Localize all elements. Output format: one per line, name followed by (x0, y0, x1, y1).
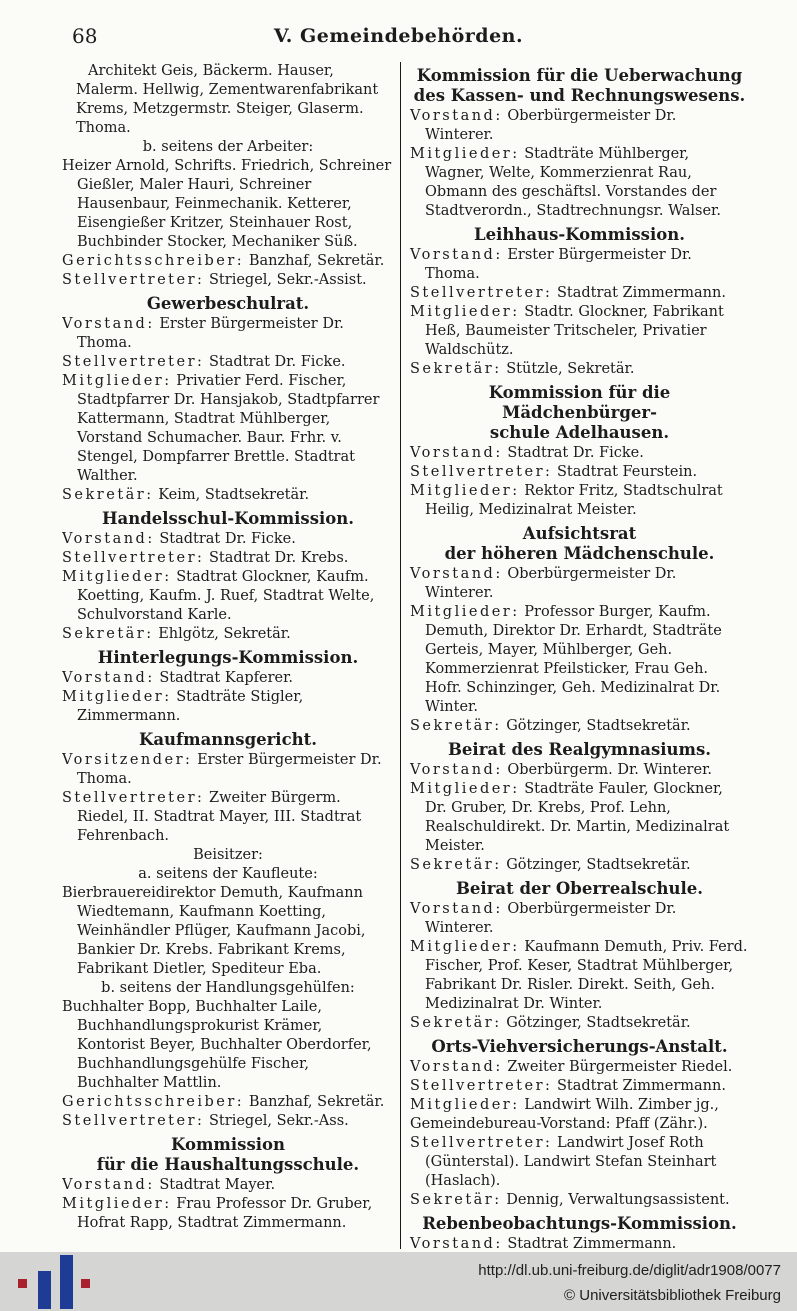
entry-text: Oberbürgermeister Dr. Winterer. (425, 566, 677, 601)
entry (410, 938, 749, 1014)
entry-label: Stellvertreter: (62, 1113, 205, 1129)
entry-label: Vorstand: (410, 445, 503, 461)
entry-label: Vorstand: (410, 1236, 503, 1249)
entry (62, 789, 394, 846)
entry-label: Stellvertreter: (410, 1078, 553, 1094)
entry-text: Stadtr. Glockner, Fabrikant Heß, Baumeister Tritscheler, Privatier Waldschütz. (425, 304, 724, 358)
entry-text: Zweiter Bürgermeister Riedel. (507, 1059, 733, 1075)
section-heading-line: der höheren Mädchenschule. (444, 544, 715, 563)
entry-text: Stadtrat Glockner, Kaufm. Koetting, Kaufm. J. Ruef, Stadtrat Welte, Schulvorstand Karle. (77, 569, 375, 623)
entry (62, 751, 394, 789)
entry (410, 482, 749, 520)
footer-text (478, 1258, 781, 1308)
entry-text: Erster Bürgermeister Dr. Thoma. (77, 316, 344, 351)
library-logo (18, 1255, 108, 1309)
entry-text: Privatier Ferd. Fischer, Stadtpfarrer Dr. Hansjakob, Stadtpfarrer Kattermann, Stadtrat Mühlberger, Vorstand Schumacher. Baur. Frhr. v. Stengel, Dompfarrer Brettle. Stadtrat Walther. (77, 373, 380, 484)
entry-label: Vorstand: (410, 901, 503, 917)
section-heading (410, 879, 749, 899)
entry-text: Banzhaf, Sekretär. (248, 1094, 385, 1110)
entry-label: Mitglieder: (410, 939, 520, 955)
entry-text: Keim, Stadtsekretär. (158, 487, 310, 503)
footer-bar (0, 1252, 797, 1311)
entry-label: Vorstand: (62, 531, 155, 547)
entry (62, 549, 394, 568)
entry-text: Stadträte Mühlberger, Wagner, Welte, Kommerzienrat Rau, Obmann des geschäftsl. Vorstandes der Stadtverordn., Stadtrechnungsr. Walser. (425, 146, 722, 219)
section-heading-line: des Kassen- und Rechnungswesens. (413, 86, 746, 105)
entry-text: Stadtrat Mayer. (159, 1177, 276, 1193)
section-heading-line: Kommission für die Ueberwachung (416, 66, 743, 85)
entry (410, 145, 749, 221)
section-heading-line: Kaufmannsgericht. (139, 730, 317, 749)
section-heading (62, 509, 394, 529)
entry-text: Stadtrat Feurstein. (557, 464, 698, 480)
entry-text: Oberbürgerm. Dr. Winterer. (507, 762, 713, 778)
entry-text: Ehlgötz, Sekretär. (158, 626, 291, 642)
entry-label: Gerichtsschreiber: (62, 253, 245, 269)
section-heading-line: Rebenbeobachtungs-Kommission. (422, 1214, 737, 1233)
entry (62, 271, 394, 290)
entry (62, 486, 394, 505)
entry (410, 444, 749, 463)
entry-text: Stadtrat Kapferer. (159, 670, 294, 686)
entry-text: Banzhaf, Sekretär. (248, 253, 385, 269)
entry-text: Stadtrat Zimmermann. (557, 1078, 726, 1094)
entry-text: Stützle, Sekretär. (506, 361, 635, 377)
section-heading-line: für die Haushaltungsschule. (96, 1155, 360, 1174)
entry-label: Stellvertreter: (410, 285, 553, 301)
page-title: V. Gemeindebehörden. (273, 25, 524, 47)
entry (62, 530, 394, 549)
entry (410, 360, 749, 379)
section-heading (410, 383, 749, 443)
section-heading-line: Beirat der Oberrealschule. (455, 879, 704, 898)
entry (62, 1093, 394, 1112)
entry (62, 315, 394, 353)
entry-label: Sekretär: (410, 718, 502, 734)
entry-label: Mitglieder: (62, 1196, 172, 1212)
entry (62, 252, 394, 271)
section-heading (410, 740, 749, 760)
entry (62, 568, 394, 625)
entry-text: Kaufmann Demuth, Priv. Ferd. Fischer, Prof. Keser, Stadtrat Mühlberger, Fabrikant Dr. Risler. Direkt. Seith, Geh. Medizinalrat Dr. Winter. (425, 939, 748, 1012)
logo-blue-bar-short (38, 1271, 51, 1309)
entry-text: Stadtrat Dr. Ficke. (159, 531, 296, 547)
entry-text: Oberbürgermeister Dr. Winterer. (425, 901, 677, 936)
logo-blue-bar-tall (60, 1255, 73, 1309)
entry-label: Vorstand: (410, 566, 503, 582)
entry-label: Sekretär: (410, 361, 502, 377)
entry (410, 761, 749, 780)
section-heading-line: Aufsichtsrat (522, 524, 637, 543)
entry (410, 1235, 749, 1249)
entry-label: Sekretär: (62, 626, 154, 642)
entry (62, 1176, 394, 1195)
entry-text: Stadtrat Dr. Ficke. (209, 354, 346, 370)
subheading: b. seitens der Arbeiter: (142, 139, 314, 155)
entry-label: Mitglieder: (62, 373, 172, 389)
subheading: a. seitens der Kaufleute: (138, 866, 318, 882)
entry-text: Stadtrat Dr. Krebs. (209, 550, 349, 566)
entry-label: Mitglieder: (62, 569, 172, 585)
section-heading (62, 648, 394, 668)
entry-label: Stellvertreter: (410, 1135, 553, 1151)
entry-text: Zweiter Bürgerm. Riedel, II. Stadtrat Mayer, III. Stadtrat Fehrenbach. (77, 790, 362, 844)
entry-text: Frau Professor Dr. Gruber, Hofrat Rapp, Stadtrat Zimmermann. (77, 1196, 373, 1231)
entry-label: Stellvertreter: (410, 464, 553, 480)
entry (410, 1077, 749, 1096)
entry-text: Stadtrat Dr. Ficke. (507, 445, 644, 461)
entry-label: Vorsitzender: (62, 752, 193, 768)
entry-text: Erster Bürgermeister Dr. Thoma. (425, 247, 692, 282)
section-heading (410, 1037, 749, 1057)
paragraph: Bierbrauereidirektor Demuth, Kaufmann Wiedtemann, Kaufmann Koetting, Weinhändler Pflüger, Kaufmann Jacobi, Bankier Dr. Krebs. Fabrikant Krems, Fabrikant Dietler, Spediteur Eba. (62, 885, 366, 977)
entry-label: Vorstand: (62, 316, 155, 332)
entry (410, 780, 749, 856)
entry-label: Stellvertreter: (62, 550, 205, 566)
entry-text: Striegel, Sekr.-Ass. (209, 1113, 349, 1129)
subheading: Beisitzer: (193, 847, 263, 863)
entry (62, 353, 394, 372)
entry-text: Götzinger, Stadtsekretär. (506, 857, 691, 873)
section-heading-line: Handelsschul-Kommission. (101, 509, 355, 528)
section-heading-line: Beirat des Realgymnasiums. (447, 740, 712, 759)
logo-red-square-right (81, 1279, 90, 1288)
column-right (400, 62, 749, 1249)
entry (410, 284, 749, 303)
entry (410, 717, 749, 736)
entry (410, 1058, 749, 1077)
entry-label: Mitglieder: (410, 781, 520, 797)
section-heading (62, 294, 394, 314)
entry-label: Mitglieder: (62, 689, 172, 705)
entry-text: Stadträte Stigler, Zimmermann. (77, 689, 304, 724)
entry-text: Oberbürgermeister Dr. Winterer. (425, 108, 677, 143)
section-heading-line: schule Adelhausen. (489, 423, 670, 442)
entry (410, 246, 749, 284)
entry (410, 107, 749, 145)
section-heading-line: Kommission (170, 1135, 286, 1154)
entry-label: Stellvertreter: (62, 354, 205, 370)
section-heading-line: Kommission für die Mädchenbürger- (488, 383, 671, 422)
entry (62, 1112, 394, 1131)
page-number: 68 (72, 24, 98, 48)
entry (410, 1191, 749, 1210)
paragraph: Architekt Geis, Bäckerm. Hauser, Malerm. Hellwig, Zementwarenfabrikant Krems, Metzgermstr. Steiger, Glaserm. Thoma. (76, 63, 379, 136)
section-heading-line: Gewerbeschulrat. (146, 294, 310, 313)
subheading: b. seitens der Handlungsgehülfen: (101, 980, 355, 996)
entry-text: Götzinger, Stadtsekretär. (506, 718, 691, 734)
entry-label: Gemeindebureau-Vorstand: (410, 1116, 611, 1132)
entry (62, 372, 394, 486)
entry-label: Stellvertreter: (62, 790, 205, 806)
entry-label: Sekretär: (410, 1015, 502, 1031)
entry-label: Sekretär: (62, 487, 154, 503)
entry-label: Mitglieder: (410, 483, 520, 499)
entry (410, 303, 749, 360)
section-heading (410, 524, 749, 564)
column-left (62, 62, 400, 1249)
entry-text: Professor Burger, Kaufm. Demuth, Direktor Dr. Erhardt, Stadträte Gerteis, Mayer, Mühlberger, Geh. Kommerzienrat Pfeilsticker, Frau Geh. Hofr. Schinzinger, Geh. Medizinalrat Dr. Winter. (425, 604, 722, 715)
entry-label: Vorstand: (62, 1177, 155, 1193)
entry (410, 565, 749, 603)
entry (410, 856, 749, 875)
entry-text: Stadtrat Zimmermann. (557, 285, 726, 301)
section-heading (62, 730, 394, 750)
entry-text: Pfaff (Zähr.). (615, 1116, 708, 1132)
entry (410, 1096, 749, 1115)
entry (410, 1115, 749, 1134)
entry-text: Rektor Fritz, Stadtschulrat Heilig, Medizinalrat Meister. (425, 483, 723, 518)
copyright-text: © Universitätsbibliothek Freiburg (564, 1287, 781, 1304)
entry-label: Stellvertreter: (62, 272, 205, 288)
section-heading (410, 1214, 749, 1234)
entry-text: Striegel, Sekr.-Assist. (209, 272, 367, 288)
entry-text: Landwirt Wilh. Zimber jg., (524, 1097, 719, 1113)
entry-text: Götzinger, Stadtsekretär. (506, 1015, 691, 1031)
entry-label: Mitglieder: (410, 1097, 520, 1113)
entry-label: Sekretär: (410, 857, 502, 873)
entry-text: Stadträte Fauler, Glockner, Dr. Gruber, Dr. Krebs, Prof. Lehn, Realschuldirekt. Dr. Martin, Medizinalrat Meister. (425, 781, 730, 854)
entry (410, 463, 749, 482)
entry-label: Vorstand: (62, 670, 155, 686)
entry (410, 1134, 749, 1191)
section-heading-line: Hinterlegungs-Kommission. (97, 648, 359, 667)
entry-text: Landwirt Josef Roth (Günterstal). Landwirt Stefan Steinhart (Haslach). (425, 1135, 717, 1189)
entry-text: Stadtrat Zimmermann. (507, 1236, 677, 1249)
entry-label: Vorstand: (410, 762, 503, 778)
entry (410, 900, 749, 938)
section-heading (410, 225, 749, 245)
entry (62, 688, 394, 726)
logo-red-square-left (18, 1279, 27, 1288)
entry (410, 1014, 749, 1033)
section-heading-line: Leihhaus-Kommission. (474, 225, 685, 244)
entry-label: Vorstand: (410, 1059, 503, 1075)
entry-label: Mitglieder: (410, 304, 520, 320)
entry-label: Gerichtsschreiber: (62, 1094, 245, 1110)
paragraph: Buchhalter Bopp, Buchhalter Laile, Buchhandlungsprokurist Krämer, Kontorist Beyer, Buchhalter Oberdorfer, Buchhandlungsgehülfe Fischer, Buchhalter Mattlin. (62, 999, 372, 1091)
scan-url: http://dl.ub.uni-freiburg.de/diglit/adr1908/0077 (478, 1262, 781, 1279)
section-heading (62, 1135, 394, 1175)
page-header (0, 24, 797, 58)
entry (62, 1195, 394, 1233)
entry-label: Vorstand: (410, 108, 503, 124)
entry-label: Sekretär: (410, 1192, 502, 1208)
page-body (62, 62, 749, 1249)
entry-label: Mitglieder: (410, 146, 520, 162)
section-heading-line: Orts-Viehversicherungs-Anstalt. (431, 1037, 728, 1056)
entry-text: Erster Bürgermeister Dr. Thoma. (77, 752, 382, 787)
entry (62, 625, 394, 644)
entry (410, 603, 749, 717)
entry (62, 669, 394, 688)
section-heading (410, 66, 749, 106)
entry-label: Vorstand: (410, 247, 503, 263)
entry-text: Dennig, Verwaltungsassistent. (506, 1192, 730, 1208)
paragraph: Heizer Arnold, Schrifts. Friedrich, Schreiner Gießler, Maler Hauri, Schreiner Hausenbaur, Feinmechanik. Ketterer, Eisengießer Kritzer, Steinhauer Rost, Buchbinder Stocker, Mechaniker Süß. (62, 158, 392, 250)
entry-label: Mitglieder: (410, 604, 520, 620)
